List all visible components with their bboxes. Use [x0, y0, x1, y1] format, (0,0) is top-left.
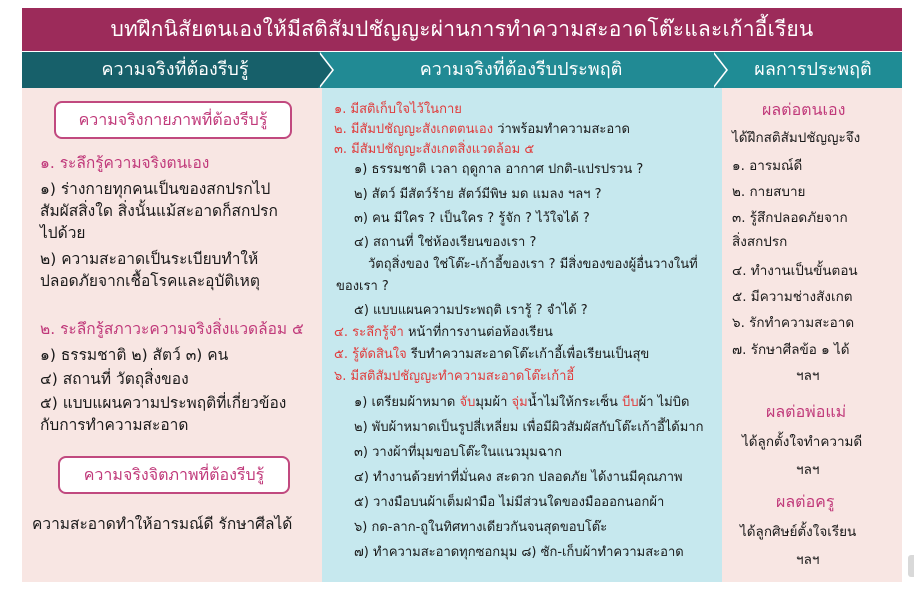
text-line: กับการทำความสะอาด — [40, 416, 189, 434]
column-know — [22, 88, 322, 582]
text-line: ๒) พับผ้าหมาดเป็นรูปสี่เหลี่ยม เพื่อมีผิวสัมผัสกับโต๊ะเก้าอี้ได้มาก — [354, 420, 704, 435]
text-line: ๕) แบบแผนความประพฤติที่เกี่ยวข้อง — [40, 394, 287, 412]
text-line: ๓) คน มีใคร ? เป็นใคร ? รู้จัก ? ไว้ใจได้ ? — [354, 211, 590, 226]
text-line: ไปด้วย — [40, 224, 86, 242]
text-line: ความสะอาดทำให้อารมณ์ดี รักษาศีลได้ — [32, 515, 293, 533]
text-line: ๑) ร่างกายทุกคนเป็นของสกปรกไป — [40, 180, 271, 198]
result-heading: ผลต่อพ่อแม่ — [766, 402, 847, 421]
practice-item: ๓. มีสัมปชัญญะสังเกตสิ่งแวดล้อม ๕ — [334, 142, 535, 157]
column-practice — [322, 88, 722, 582]
text-line: ๔) สถานที่ ใช่ห้องเรียนของเรา ? — [354, 235, 537, 250]
text-line: ๕) วางมือบนผ้าเต็มฝ่ามือ ไม่มีส่วนใดของมือออกนอกผ้า — [354, 495, 665, 510]
text-line: ๒. กายสบาย — [732, 184, 806, 200]
text-line: ฯลฯ — [796, 552, 820, 568]
text-line: ๕) แบบแผนความประพฤติ เรารู้ ? จำได้ ? — [354, 303, 588, 318]
text-line: ๔) ทำงานด้วยท่าที่มั่นคง สะดวก ปลอดภัย ได้งานมีคุณภาพ — [354, 470, 683, 485]
header-facts-to-practice: ความจริงที่ต้องรีบประพฤติ — [318, 52, 724, 88]
text-line: ๑) เตรียมผ้าหมาด จับมุมผ้า จุ่มน้ำไม่ให้กระเซ็น บีบผ้า ไม่บิด — [354, 395, 690, 410]
text-line: สัมผัสสิ่งใด สิ่งนั้นแม้สะอาดก็สกปรก — [40, 202, 278, 220]
header-facts-to-know: ความจริงที่ต้องรีบรู้ — [22, 52, 328, 88]
practice-item: ๕. รู้ตัดสินใจ รีบทำความสะอาดโต๊ะเก้าอี้เพื่อเรียนเป็นสุข — [334, 347, 650, 362]
text-line: ได้ลูกตั้งใจทำความดี — [742, 434, 863, 450]
text-line: ๔) สถานที่ วัตถุสิ่งของ — [40, 370, 189, 388]
text-line: ได้ฝึกสติสัมปชัญญะจึง — [732, 130, 861, 146]
text-line: สิ่งสกปรก — [732, 234, 788, 250]
side-scroll-tab[interactable] — [908, 555, 914, 577]
text-line: ๑) ธรรมชาติ เวลา ฤดูกาล อากาศ ปกติ-แปรปรวน ? — [354, 162, 644, 177]
text-line: ของเรา ? — [336, 279, 389, 294]
text-line: ฯลฯ — [796, 368, 820, 384]
text-line: ๔. ทำงานเป็นขั้นตอน — [732, 263, 858, 279]
text-line: ๗) ทำความสะอาดทุกซอกมุม ๘) ซัก-เก็บผ้าทำความสะอาด — [354, 545, 684, 560]
chevron-arrow — [712, 52, 726, 88]
text-line: ๖) กด-ลาก-ถูในทิศทางเดียวกันจนสุดขอบโต๊ะ — [354, 520, 608, 535]
section-heading: ๑. ระลึกรู้ความจริงตนเอง — [40, 154, 210, 172]
text-line: ๖. รักทำความสะอาด — [732, 315, 855, 331]
physical-facts-box: ความจริงกายภาพที่ต้องรีบรู้ — [54, 101, 292, 139]
text-line: ฯลฯ — [796, 462, 820, 478]
page-title: บทฝึกนิสัยตนเองให้มีสติสัมปชัญญะผ่านการทำความสะอาดโต๊ะและเก้าอี้เรียน — [22, 8, 902, 51]
text-line: ๒) ความสะอาดเป็นระเบียบทำให้ — [40, 250, 259, 268]
practice-item: ๖. มีสติสัมปชัญญะทำความสะอาดโต๊ะเก้าอี้ — [334, 369, 575, 384]
text-line: ๓. รู้สึกปลอดภัยจาก — [732, 210, 848, 226]
text-line: ๕. มีความช่างสังเกต — [732, 289, 853, 305]
column-results — [722, 88, 902, 582]
text-line: ๑) ธรรมชาติ ๒) สัตว์ ๓) คน — [40, 346, 229, 364]
section-heading: ๒. ระลึกรู้สภาวะความจริงสิ่งแวดล้อม ๕ — [40, 320, 304, 338]
practice-item: ๑. มีสติเก็บใจไว้ในกาย — [334, 102, 462, 117]
chevron-arrow — [318, 52, 332, 88]
result-heading: ผลต่อครู — [776, 492, 835, 511]
practice-item: ๔. ระลึกรู้จำ หน้าที่การงานต่อห้องเรียน — [334, 325, 553, 340]
text-line: ๑. อารมณ์ดี — [732, 158, 803, 174]
practice-item: ๒. มีสัมปชัญญะสังเกตตนเอง ว่าพร้อมทำความสะอาด — [334, 122, 630, 137]
text-line: วัตถุสิ่งของ ใช่โต๊ะ-เก้าอี้ของเรา ? มีสิ่งของของผู้อื่นวางในที่ — [368, 257, 698, 272]
text-line: ๗. รักษาศีลข้อ ๑ ได้ — [732, 342, 850, 358]
text-line: ได้ลูกศิษย์ตั้งใจเรียน — [740, 524, 857, 540]
text-line: ๓) วางผ้าที่มุมขอบโต๊ะในแนวมุมฉาก — [354, 445, 562, 460]
text-line: ๒) สัตว์ มีสัตว์ร้าย สัตว์มีพิษ มด แมลง ฯลฯ ? — [354, 187, 602, 202]
header-results: ผลการประพฤติ — [724, 52, 902, 88]
text-line: ปลอดภัยจากเชื้อโรคและอุบัติเหตุ — [40, 272, 260, 290]
mental-facts-box: ความจริงจิตภาพที่ต้องรีบรู้ — [58, 456, 290, 494]
result-heading: ผลต่อตนเอง — [762, 100, 846, 119]
